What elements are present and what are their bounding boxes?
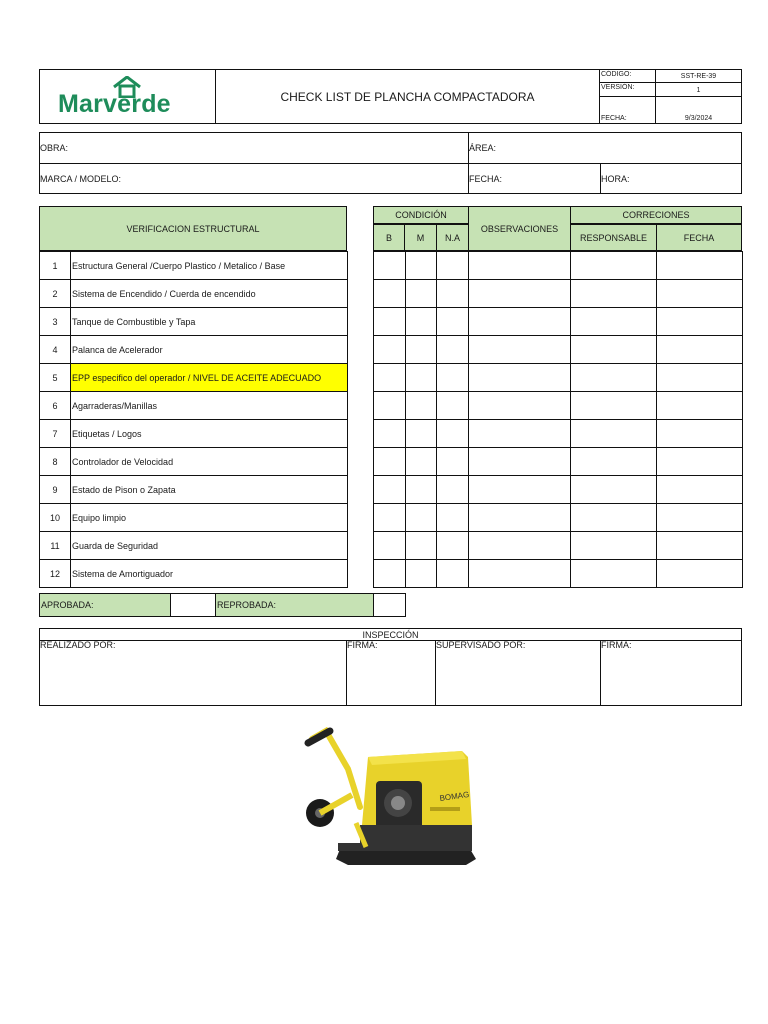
responsable-cell[interactable]	[571, 560, 657, 588]
fecha-correccion-cell[interactable]	[657, 308, 743, 336]
responsable-cell[interactable]	[571, 476, 657, 504]
condicion-na-cell[interactable]	[437, 308, 469, 336]
condicion-b-cell[interactable]	[374, 504, 406, 532]
correcciones-header: CORRECIONES	[570, 206, 742, 224]
responsable-cell[interactable]	[571, 532, 657, 560]
item-description: Tanque de Combustible y Tapa	[71, 308, 348, 336]
table-row	[374, 308, 743, 336]
item-description: Sistema de Encendido / Cuerda de encendido	[71, 280, 348, 308]
supervisado-por-field[interactable]: SUPERVISADO POR:	[436, 640, 526, 650]
item-description: Estado de Pison o Zapata	[71, 476, 348, 504]
table-row	[40, 336, 348, 364]
item-number: 8	[40, 448, 71, 476]
observaciones-cell[interactable]	[469, 336, 571, 364]
observaciones-cell[interactable]	[469, 476, 571, 504]
condicion-b-cell[interactable]	[374, 560, 406, 588]
item-number: 9	[40, 476, 71, 504]
table-row	[40, 476, 348, 504]
condicion-na-cell[interactable]	[437, 476, 469, 504]
table-row	[40, 420, 348, 448]
item-number: 5	[40, 364, 71, 392]
condicion-m-cell[interactable]	[406, 476, 437, 504]
condicion-na-cell[interactable]	[437, 532, 469, 560]
version-label: VERSIÓN:	[601, 84, 635, 91]
item-number: 4	[40, 336, 71, 364]
item-description: Estructura General /Cuerpo Plastico / Metalico / Base	[71, 252, 348, 280]
fecha-correccion-header: FECHA	[656, 224, 742, 251]
condicion-m-cell[interactable]	[406, 448, 437, 476]
firma-realizado-field[interactable]: FIRMA:	[347, 640, 378, 650]
hora-field[interactable]: HORA:	[601, 173, 630, 184]
logo-cell	[39, 69, 216, 124]
condicion-b-cell[interactable]	[374, 392, 406, 420]
observaciones-cell[interactable]	[469, 364, 571, 392]
table-row	[40, 280, 348, 308]
fecha-correccion-cell[interactable]	[657, 560, 743, 588]
observaciones-cell[interactable]	[469, 448, 571, 476]
item-description: Guarda de Seguridad	[71, 532, 348, 560]
table-row	[40, 532, 348, 560]
item-number: 12	[40, 560, 71, 588]
fecha-correccion-cell[interactable]	[657, 392, 743, 420]
observaciones-cell[interactable]	[469, 392, 571, 420]
condicion-header: CONDICIÓN	[373, 206, 469, 224]
condicion-b-cell[interactable]	[374, 476, 406, 504]
item-description: EPP especifico del operador / NIVEL DE ACEITE ADECUADO	[71, 364, 348, 392]
codigo-value: SST-RE-39	[680, 73, 717, 80]
responsable-cell[interactable]	[571, 448, 657, 476]
fecha-field[interactable]: FECHA:	[469, 173, 503, 184]
observaciones-cell[interactable]	[469, 280, 571, 308]
condicion-m-cell[interactable]	[406, 364, 437, 392]
aprobada-label: APROBADA:	[39, 593, 171, 617]
responsable-cell[interactable]	[571, 364, 657, 392]
item-number: 3	[40, 308, 71, 336]
item-description: Palanca de Acelerador	[71, 336, 348, 364]
obra-field[interactable]: OBRA:	[40, 142, 69, 153]
item-description: Etiquetas / Logos	[71, 420, 348, 448]
observaciones-cell[interactable]	[469, 532, 571, 560]
plate-compactor-image	[290, 717, 490, 873]
responsable-header: RESPONSABLE	[570, 224, 657, 251]
reprobada-checkbox[interactable]	[373, 593, 406, 617]
firma-supervisado-field[interactable]: FIRMA:	[601, 640, 632, 650]
area-field[interactable]: ÁREA:	[469, 142, 497, 153]
table-row	[374, 364, 743, 392]
table-row	[40, 364, 348, 392]
condicion-b-cell[interactable]	[374, 336, 406, 364]
table-row	[374, 504, 743, 532]
table-row	[40, 560, 348, 588]
fecha-correccion-cell[interactable]	[657, 532, 743, 560]
fecha-correccion-cell[interactable]	[657, 252, 743, 280]
table-row	[40, 308, 348, 336]
fecha-correccion-cell[interactable]	[657, 364, 743, 392]
table-row	[374, 392, 743, 420]
observaciones-cell[interactable]	[469, 252, 571, 280]
table-row	[374, 560, 743, 588]
condicion-b-cell[interactable]	[374, 364, 406, 392]
fecha-doc-value: 9/3/2024	[684, 115, 713, 122]
table-row	[374, 476, 743, 504]
fecha-correccion-cell[interactable]	[657, 280, 743, 308]
responsable-cell[interactable]	[571, 504, 657, 532]
condition-table	[373, 251, 743, 588]
condicion-m-cell[interactable]	[406, 308, 437, 336]
item-number: 10	[40, 504, 71, 532]
responsable-cell[interactable]	[571, 336, 657, 364]
table-row	[374, 280, 743, 308]
condicion-b-cell[interactable]	[374, 448, 406, 476]
table-row	[374, 420, 743, 448]
condicion-b-header: B	[373, 224, 405, 251]
table-row	[40, 504, 348, 532]
condicion-m-cell[interactable]	[406, 392, 437, 420]
condicion-b-cell[interactable]	[374, 280, 406, 308]
fecha-correccion-cell[interactable]	[657, 476, 743, 504]
condicion-m-cell[interactable]	[406, 560, 437, 588]
condicion-m-cell[interactable]	[406, 336, 437, 364]
condicion-na-cell[interactable]	[437, 420, 469, 448]
condicion-m-cell[interactable]	[406, 532, 437, 560]
reprobada-label: REPROBADA:	[215, 593, 374, 617]
item-description: Sistema de Amortiguador	[71, 560, 348, 588]
responsable-cell[interactable]	[571, 308, 657, 336]
fecha-correccion-cell[interactable]	[657, 504, 743, 532]
condicion-na-cell[interactable]	[437, 448, 469, 476]
document-title: CHECK LIST DE PLANCHA COMPACTADORA	[280, 89, 535, 104]
responsable-cell[interactable]	[571, 420, 657, 448]
realizado-por-field[interactable]: REALIZADO POR:	[40, 640, 116, 650]
responsable-cell[interactable]	[571, 392, 657, 420]
item-number: 6	[40, 392, 71, 420]
condicion-na-cell[interactable]	[437, 336, 469, 364]
observaciones-header: OBSERVACIONES	[468, 206, 571, 251]
observaciones-cell[interactable]	[469, 420, 571, 448]
condicion-na-cell[interactable]	[437, 504, 469, 532]
fecha-correccion-cell[interactable]	[657, 420, 743, 448]
verification-header: VERIFICACION ESTRUCTURAL	[39, 206, 347, 251]
condicion-na-header: N.A	[436, 224, 469, 251]
machine-brand-label: BOMAG	[439, 789, 470, 803]
responsable-cell[interactable]	[571, 252, 657, 280]
item-number: 2	[40, 280, 71, 308]
inspection-title: INSPECCIÓN	[362, 629, 419, 640]
fecha-correccion-cell[interactable]	[657, 448, 743, 476]
condicion-m-header: M	[404, 224, 437, 251]
observaciones-cell[interactable]	[469, 308, 571, 336]
aprobada-checkbox[interactable]	[170, 593, 216, 617]
observaciones-cell[interactable]	[469, 560, 571, 588]
item-number: 7	[40, 420, 71, 448]
condicion-na-cell[interactable]	[437, 364, 469, 392]
table-row	[40, 252, 348, 280]
table-row	[374, 336, 743, 364]
condicion-b-cell[interactable]	[374, 532, 406, 560]
table-row	[374, 252, 743, 280]
table-row	[40, 392, 348, 420]
verification-table	[39, 251, 348, 588]
condicion-m-cell[interactable]	[406, 504, 437, 532]
table-row	[40, 448, 348, 476]
condicion-na-cell[interactable]	[437, 280, 469, 308]
fecha-doc-label: FECHA:	[601, 115, 627, 122]
condicion-na-cell[interactable]	[437, 560, 469, 588]
item-description: Equipo limpio	[71, 504, 348, 532]
condicion-na-cell[interactable]	[437, 392, 469, 420]
observaciones-cell[interactable]	[469, 504, 571, 532]
item-number: 1	[40, 252, 71, 280]
condicion-b-cell[interactable]	[374, 420, 406, 448]
condicion-na-cell[interactable]	[437, 252, 469, 280]
item-number: 11	[40, 532, 71, 560]
condicion-b-cell[interactable]	[374, 308, 406, 336]
condicion-m-cell[interactable]	[406, 420, 437, 448]
codigo-label: CÓDIGO:	[601, 71, 632, 78]
condicion-b-cell[interactable]	[374, 252, 406, 280]
condicion-m-cell[interactable]	[406, 252, 437, 280]
responsable-cell[interactable]	[571, 280, 657, 308]
table-row	[374, 532, 743, 560]
item-description: Agarraderas/Manillas	[71, 392, 348, 420]
condicion-m-cell[interactable]	[406, 280, 437, 308]
marca-modelo-field[interactable]: MARCA / MODELO:	[40, 173, 122, 184]
item-description: Controlador de Velocidad	[71, 448, 348, 476]
table-row	[374, 448, 743, 476]
company-logo-text: Marverde	[58, 90, 171, 118]
fecha-correccion-cell[interactable]	[657, 336, 743, 364]
version-value: 1	[696, 87, 701, 94]
